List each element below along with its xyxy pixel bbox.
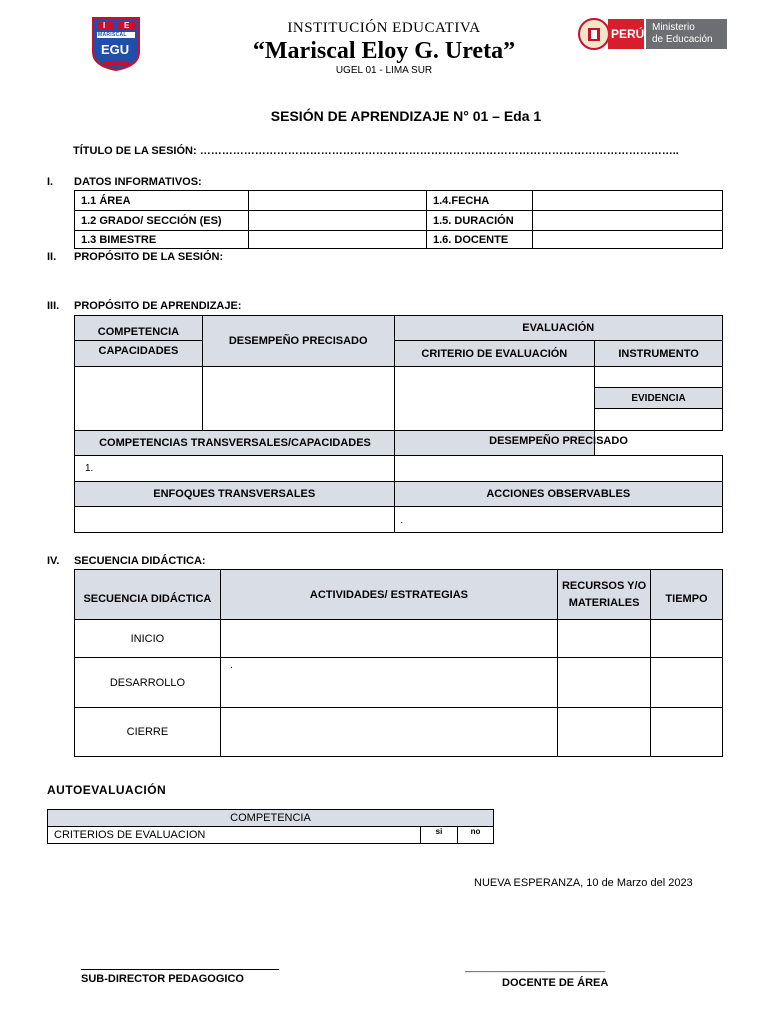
logo-text: MARISCAL <box>98 32 127 38</box>
datos-value-bimestre[interactable] <box>249 231 427 249</box>
datos-table <box>74 190 723 249</box>
transversales-header-text: COMPETENCIAS TRANSVERSALES/CAPACIDADES <box>99 437 371 449</box>
section2-num: II. <box>47 251 57 263</box>
acciones-header: ACCIONES OBSERVABLES <box>394 482 722 507</box>
evidencia-header: EVIDENCIA <box>595 388 723 409</box>
institution-label: INSTITUCIÓN EDUCATIVA <box>287 20 481 36</box>
datos-cell-grado: 1.2 GRADO/ SECCIÓN (ES) <box>75 211 249 231</box>
section3-label: PROPÓSITO DE APRENDIZAJE: <box>74 300 242 312</box>
school-name: “Mariscal Eloy G. Ureta” <box>252 38 516 64</box>
transversales-cell[interactable]: 1. <box>75 456 395 482</box>
logo-letter-e: E <box>124 21 130 30</box>
logo-initials: EGU <box>101 42 130 57</box>
enfoques-cell[interactable] <box>75 507 395 533</box>
criterio-cell[interactable] <box>394 367 595 431</box>
datos-value-docente[interactable] <box>533 231 723 249</box>
criterio-header: CRITERIO DE EVALUACIÓN <box>394 341 595 367</box>
logo-letter-i: I <box>103 21 106 30</box>
ugel-label: UGEL 01 - LIMA SUR <box>335 65 433 76</box>
datos-value-grado[interactable] <box>249 211 427 231</box>
enfoques-header: ENFOQUES TRANSVERSALES <box>75 482 395 507</box>
desarrollo-tiempo[interactable] <box>651 658 723 708</box>
datos-value-fecha[interactable] <box>533 191 723 211</box>
secuencia-row-inicio: INICIO <box>75 620 221 658</box>
capacidades-header: CAPACIDADES <box>75 341 203 367</box>
datos-cell-bimestre: 1.3 BIMESTRE <box>75 231 249 249</box>
instrumento-cell[interactable] <box>595 367 723 388</box>
competencia-header: COMPETENCIA <box>75 316 203 341</box>
secuencia-col3: RECURSOS Y/O MATERIALES <box>558 570 651 620</box>
datos-cell-duracion: 1.5. DURACIÓN <box>427 211 533 231</box>
docente-label: DOCENTE DE ÁREA <box>502 977 609 989</box>
desempeno2-divider <box>394 430 395 455</box>
section4-label: SECUENCIA DIDÁCTICA: <box>74 555 206 567</box>
secuencia-col1: SECUENCIA DIDÁCTICA <box>75 570 221 620</box>
desempeno-cell[interactable] <box>202 367 394 431</box>
minedu-peru: PERÚ <box>611 27 645 41</box>
cierre-tiempo[interactable] <box>651 708 723 757</box>
secuencia-col4: TIEMPO <box>651 570 723 620</box>
sub-director-line <box>81 969 279 970</box>
section1-num: I. <box>47 176 54 188</box>
acciones-cell[interactable]: . <box>394 507 722 533</box>
section4-num: IV. <box>47 555 60 567</box>
auto-no[interactable]: no <box>458 827 494 844</box>
cierre-recursos[interactable] <box>558 708 651 757</box>
desempeno2-label: DESEMPEÑO PRECISADO <box>489 435 628 447</box>
inicio-tiempo[interactable] <box>651 620 723 658</box>
datos-value-area[interactable] <box>249 191 427 211</box>
session-title: SESIÓN DE APRENDIZAJE N° 01 – Eda 1 <box>270 108 542 124</box>
datos-value-duracion[interactable] <box>533 211 723 231</box>
evaluacion-header: EVALUACIÓN <box>394 316 722 341</box>
desarrollo-recursos[interactable] <box>558 658 651 708</box>
auto-criterios: CRITERIOS DE EVALUACION <box>48 827 421 844</box>
autoevaluacion-title: AUTOEVALUACIÓN <box>47 783 167 797</box>
instrumento-header: INSTRUMENTO <box>595 341 723 367</box>
proposito-table <box>74 315 723 533</box>
secuencia-row-cierre: CIERRE <box>75 708 221 757</box>
minedu-line1: Ministerio <box>652 22 695 33</box>
place-date: NUEVA ESPERANZA, 10 de Marzo del 2023 <box>474 877 693 889</box>
auto-competencia: COMPETENCIA <box>48 810 494 827</box>
section3-num: III. <box>47 300 60 312</box>
inicio-actividades[interactable] <box>220 620 557 658</box>
minedu-line2: de Educación <box>652 34 713 45</box>
competencia-cell[interactable] <box>75 367 203 431</box>
datos-cell-area: 1.1 ÁREA <box>75 191 249 211</box>
section2-label: PROPÓSITO DE LA SESIÓN: <box>74 251 224 263</box>
session-title-label: TÍTULO DE LA SESIÓN: ………………………………………………………………………………………………………………….. <box>73 145 679 157</box>
secuencia-table <box>74 569 723 757</box>
auto-si[interactable]: si <box>421 827 458 844</box>
secuencia-row-desarrollo: DESARROLLO <box>75 658 221 708</box>
desarrollo-actividades[interactable]: . <box>220 658 557 708</box>
secuencia-col2: ACTIVIDADES/ ESTRATEGIAS <box>220 570 557 620</box>
desempeno2-cell[interactable] <box>394 456 722 482</box>
autoevaluacion-table <box>47 809 494 844</box>
minedu-logo <box>576 16 727 52</box>
desempeno-header: DESEMPEÑO PRECISADO <box>202 316 394 367</box>
datos-cell-docente: 1.6. DOCENTE <box>427 231 533 249</box>
inicio-recursos[interactable] <box>558 620 651 658</box>
cierre-actividades[interactable] <box>220 708 557 757</box>
docente-line: ____________________________ <box>465 962 606 972</box>
datos-cell-fecha: 1.4.FECHA <box>427 191 533 211</box>
section1-label: DATOS INFORMATIVOS: <box>74 176 202 188</box>
evidencia-cell[interactable] <box>595 409 723 431</box>
sub-director-label: SUB-DIRECTOR PEDAGOGICO <box>81 973 244 985</box>
